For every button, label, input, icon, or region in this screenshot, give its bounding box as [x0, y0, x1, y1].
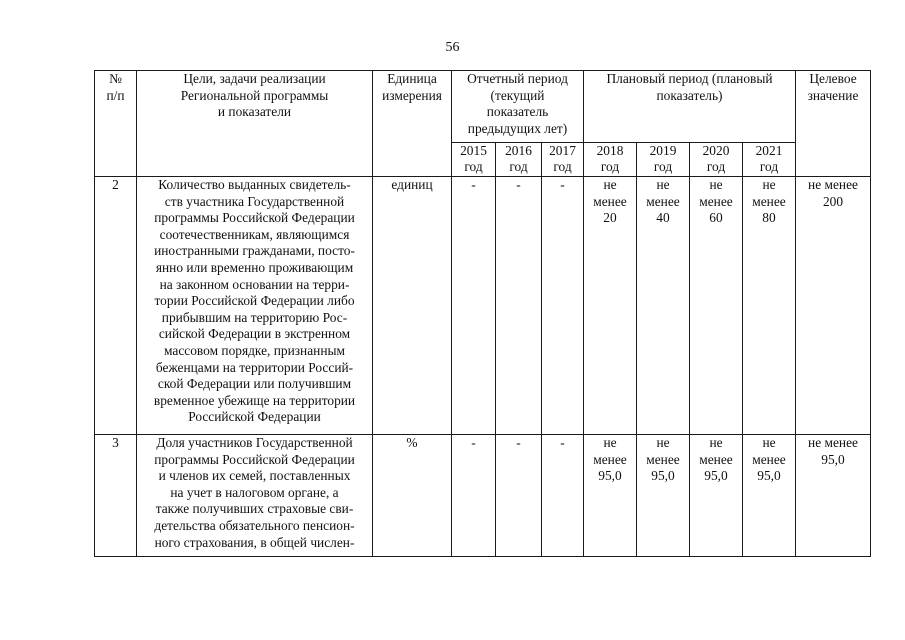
header-year-2016 [496, 143, 542, 177]
text-line: не [762, 177, 776, 192]
indicators-table [94, 70, 871, 557]
text-line: Количество выданных свидетель- [158, 177, 351, 192]
row-value-2019 [637, 435, 690, 557]
text-line: год [706, 159, 726, 174]
text-line: не [762, 435, 776, 450]
table-row [95, 435, 871, 557]
text-line: не [603, 435, 617, 450]
text-line: год [759, 159, 779, 174]
text-line: год [509, 159, 528, 174]
text-line: 2020 [702, 143, 730, 158]
table-row [95, 177, 871, 435]
text-line: год [464, 159, 483, 174]
text-line: не [656, 177, 670, 192]
text-line: менее [699, 451, 733, 467]
text-line: массовом порядке, признанным [164, 342, 345, 358]
text-line: не менее [808, 435, 858, 450]
text-line: 2019 [649, 143, 677, 158]
row-num: 2 [95, 177, 137, 435]
text-line: предыдущих лет) [467, 120, 568, 136]
text-line: 95,0 [704, 468, 728, 484]
text-line: не [656, 435, 670, 450]
text-line: значение [807, 87, 859, 103]
text-line: 95,0 [757, 468, 781, 484]
row-indicator-text [137, 177, 373, 435]
text-line: 2017 [549, 143, 576, 158]
text-line: (текущий [490, 87, 545, 103]
row-value-2020 [690, 177, 743, 435]
text-line: 80 [762, 210, 776, 226]
text-line: менее [752, 451, 786, 467]
text-line: тории Российской Федерации либо [154, 293, 355, 309]
text-line: Целевое [809, 71, 857, 86]
text-line: и членов их семей, поставленных [158, 468, 351, 484]
text-line: 60 [709, 210, 723, 226]
text-line: сийской Федерации в экстренном [158, 326, 351, 342]
text-line: ской Федерации или получившим [157, 376, 352, 392]
row-value-2015: - [452, 177, 496, 435]
row-target [796, 435, 871, 557]
text-line: менее [646, 193, 680, 209]
text-line: не менее [808, 177, 858, 192]
header-year-2021 [743, 143, 796, 177]
text-line: 2015 [460, 143, 487, 158]
text-line: п/п [106, 87, 125, 103]
row-value-2021 [743, 177, 796, 435]
text-line: прибывшим на территорию Рос- [161, 309, 348, 325]
text-line: программы Российской Федерации [154, 451, 355, 467]
row-value-2017: - [542, 177, 584, 435]
text-line: Доля участников Государственной [156, 435, 353, 450]
text-line: ств участника Государственной [164, 193, 345, 209]
text-line: менее [593, 451, 627, 467]
row-value-2021 [743, 435, 796, 557]
row-value-2018 [584, 435, 637, 557]
text-line: соотечественникам, являющимся [159, 226, 350, 242]
header-year-2015 [452, 143, 496, 177]
row-unit: % [373, 435, 452, 557]
text-line: № [109, 71, 122, 86]
row-unit: единиц [373, 177, 452, 435]
header-unit [373, 71, 452, 177]
text-line: не [603, 177, 617, 192]
text-line: 95,0 [651, 468, 675, 484]
text-line: менее [646, 451, 680, 467]
header-num [95, 71, 137, 177]
text-line: Российской Федерации [188, 409, 321, 425]
row-value-2017: - [542, 435, 584, 557]
text-line: и показатели [217, 104, 292, 120]
text-line: 20 [603, 210, 617, 226]
text-line: янно или временно проживающим [155, 259, 354, 275]
text-line: показатель) [656, 87, 723, 103]
text-line: 2018 [596, 143, 624, 158]
text-line: 200 [822, 193, 844, 209]
row-value-2020 [690, 435, 743, 557]
row-num: 3 [95, 435, 137, 557]
text-line: год [600, 159, 620, 174]
text-line: менее [752, 193, 786, 209]
text-line: показатель [486, 104, 549, 120]
header-goal [137, 71, 373, 177]
text-line: не [709, 435, 723, 450]
text-line: детельства обязательного пенсион- [154, 517, 355, 533]
text-line: год [553, 159, 572, 174]
text-line: на учет в налоговом органе, а [170, 484, 339, 500]
text-line: 95,0 [821, 451, 845, 467]
text-line: измерения [382, 87, 442, 103]
text-line: беженцами на территории Россий- [155, 359, 354, 375]
header-planned-period [584, 71, 796, 143]
text-line: программы Российской Федерации [154, 210, 355, 226]
text-line: Отчетный период [467, 71, 568, 86]
text-line: иностранными гражданами, посто- [154, 243, 355, 259]
header-year-2018 [584, 143, 637, 177]
row-value-2016: - [496, 435, 542, 557]
header-year-2017 [542, 143, 584, 177]
header-year-2020 [690, 143, 743, 177]
row-value-2015: - [452, 435, 496, 557]
text-line: 95,0 [598, 468, 622, 484]
text-line: 2021 [755, 143, 783, 158]
text-line: Плановый период (плановый [606, 71, 773, 86]
header-year-2019 [637, 143, 690, 177]
row-target [796, 177, 871, 435]
row-value-2019 [637, 177, 690, 435]
text-line: не [709, 177, 723, 192]
text-line: также получивших страховые сви- [155, 501, 354, 517]
text-line: Региональной программы [180, 87, 329, 103]
header-target [796, 71, 871, 177]
text-line: год [653, 159, 673, 174]
text-line: ного страхования, в общей числен- [154, 534, 355, 550]
row-value-2016: - [496, 177, 542, 435]
text-line: менее [593, 193, 627, 209]
text-line: 40 [656, 210, 670, 226]
header-reporting-period [452, 71, 584, 143]
text-line: Единица [387, 71, 437, 86]
row-indicator-text [137, 435, 373, 557]
page-number: 56 [445, 40, 460, 55]
text-line: 2016 [505, 143, 532, 158]
row-value-2018 [584, 177, 637, 435]
text-line: временное убежище на территории [153, 392, 356, 408]
text-line: менее [699, 193, 733, 209]
text-line: на законном основании на терри- [159, 276, 350, 292]
text-line: Цели, задачи реализации [183, 71, 326, 86]
